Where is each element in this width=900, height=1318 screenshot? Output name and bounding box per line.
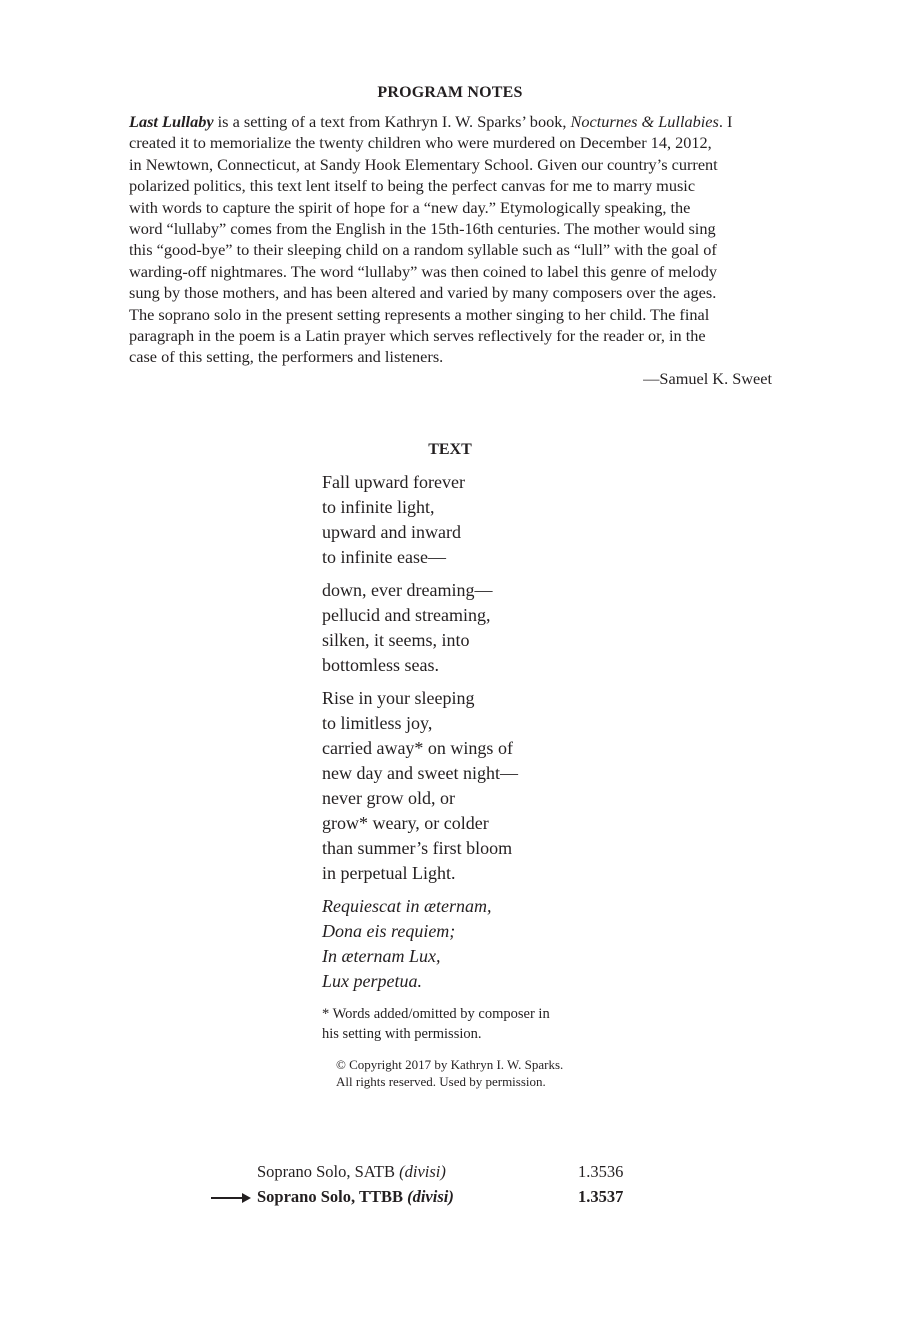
poem-line: down, ever dreaming—	[322, 580, 493, 600]
footnote-line: his setting with permission.	[322, 1026, 482, 1042]
poem-line: in perpetual Light.	[322, 863, 456, 883]
poem-line: Fall upward forever	[322, 472, 465, 492]
notes-line: case of this setting, the performers and listeners.	[129, 347, 444, 367]
edition-title	[257, 1187, 454, 1207]
edition-row-current	[257, 1187, 637, 1212]
poem-line: than summer’s first bloom	[322, 838, 513, 858]
notes-line: in Newtown, Connecticut, at Sandy Hook Elementary School. Given our country’s current	[129, 154, 718, 174]
notes-line: this “good-bye” to their sleeping child on a random syllable such as “lull” with the goal of	[129, 240, 717, 260]
notes-text: . I	[718, 112, 733, 131]
edition-row	[257, 1162, 637, 1187]
stanza	[322, 578, 518, 678]
poem-line: pellucid and streaming,	[322, 605, 491, 625]
poem-line: silken, it seems, into	[322, 630, 470, 650]
poem-line: Requiescat in æternam,	[322, 896, 492, 916]
text-heading: TEXT	[428, 441, 472, 458]
footnote-line: * Words added/omitted by composer in	[322, 1006, 550, 1022]
copyright-notice	[336, 1056, 563, 1090]
work-title: Last Lullaby	[129, 112, 214, 131]
poem-line: In æternam Lux,	[322, 946, 441, 966]
notes-line	[129, 111, 773, 132]
poem-line: upward and inward	[322, 522, 461, 542]
book-title: Nocturnes & Lullabies	[570, 112, 719, 131]
edition-voicing: Soprano Solo, TTBB	[257, 1187, 408, 1206]
edition-divisi: (divisi)	[407, 1187, 454, 1206]
arrow-right-icon	[211, 1197, 249, 1199]
notes-line: sung by those mothers, and has been altered and varied by many composers over the ages.	[129, 283, 717, 303]
poem-line: Dona eis requiem;	[322, 921, 456, 941]
edition-title	[257, 1162, 446, 1182]
poem-line: bottomless seas.	[322, 655, 439, 675]
notes-text: is a setting of a text from Kathryn I. W. Sparks’ book,	[213, 112, 571, 131]
stanza	[322, 686, 518, 886]
poem-line: to infinite ease—	[322, 547, 446, 567]
program-notes-body	[129, 111, 773, 368]
poem-line: to limitless joy,	[322, 713, 433, 733]
notes-line: warding-off nightmares. The word “lullaby” was then coined to label this genre of melody	[129, 261, 718, 281]
notes-signature: —Samuel K. Sweet	[643, 369, 772, 388]
stanza	[322, 470, 518, 570]
editions-list	[257, 1162, 637, 1212]
poem-line: to infinite light,	[322, 497, 435, 517]
notes-line: The soprano solo in the present setting represents a mother singing to her child. The final	[129, 304, 710, 324]
poem	[322, 470, 518, 1002]
copyright-line: © Copyright 2017 by Kathryn I. W. Sparks.	[336, 1057, 564, 1072]
poem-line: carried away* on wings of	[322, 738, 513, 758]
notes-line: created it to memorialize the twenty children who were murdered on December 14, 2012,	[129, 133, 712, 153]
poem-line: new day and sweet night—	[322, 763, 518, 783]
program-notes-heading: PROGRAM NOTES	[377, 84, 523, 101]
notes-line: with words to capture the spirit of hope for a “new day.” Etymologically speaking, the	[129, 197, 691, 217]
notes-line: word “lullaby” comes from the English in the 15th-16th centuries. The mother would sing	[129, 219, 716, 239]
edition-divisi: (divisi)	[399, 1162, 446, 1181]
copyright-line: All rights reserved. Used by permission.	[336, 1074, 546, 1089]
poem-line: grow* weary, or colder	[322, 813, 489, 833]
edition-voicing: Soprano Solo, SATB	[257, 1162, 400, 1181]
edition-number: 1.3536	[578, 1162, 624, 1181]
footnote	[322, 1004, 550, 1044]
latin-stanza	[322, 894, 518, 994]
poem-line: never grow old, or	[322, 788, 455, 808]
notes-line: polarized politics, this text lent itself to being the perfect canvas for me to marry music	[129, 176, 696, 196]
notes-line: paragraph in the poem is a Latin prayer which serves reflectively for the reader or, in the	[129, 326, 706, 346]
poem-line: Lux perpetua.	[322, 971, 422, 991]
edition-number: 1.3537	[578, 1187, 624, 1206]
poem-line: Rise in your sleeping	[322, 688, 475, 708]
